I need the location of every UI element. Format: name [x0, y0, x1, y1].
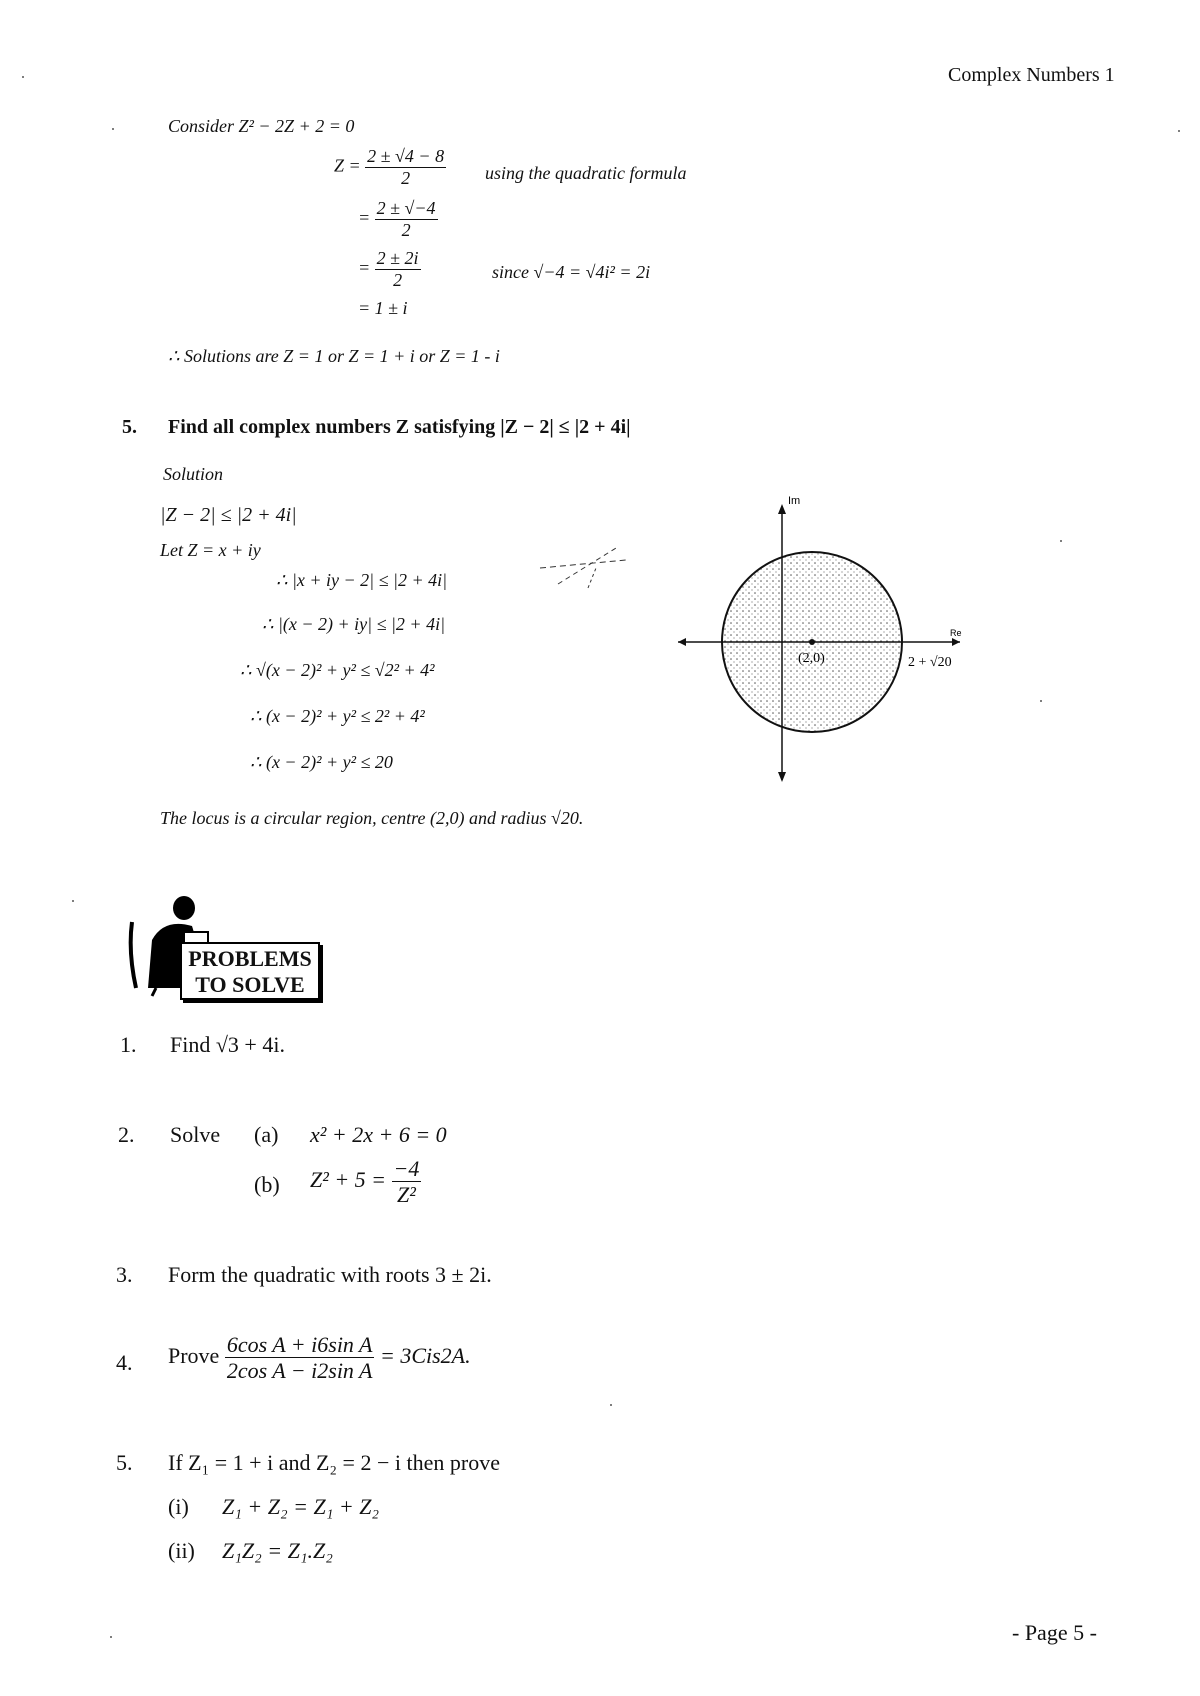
q5-line-0: |Z − 2| ≤ |2 + 4i|	[160, 504, 297, 526]
page-header-title: Complex Numbers 1	[948, 64, 1115, 86]
step1-note: using the quadratic formula	[485, 163, 687, 183]
problem-4-denominator: 2cos A − i2sin A	[226, 1358, 373, 1384]
step2: = $\frac{2 \pm √-4}{2}$	[358, 198, 436, 240]
scribble-mark	[538, 538, 628, 598]
problem-5ii-label: (ii)	[168, 1538, 195, 1563]
problem-1-number: 1.	[120, 1032, 137, 1057]
step3-fraction	[375, 248, 421, 290]
scan-speck	[1040, 700, 1042, 702]
real-axis-arrow-icon	[952, 638, 960, 646]
centre-label: (2,0)	[798, 651, 825, 666]
problem-2b-fraction	[392, 1156, 422, 1208]
q5-conclusion: The locus is a circular region, centre (2,0) and radius √20.	[160, 808, 584, 828]
problem-4-text: Prove	[168, 1342, 220, 1368]
imaginary-axis-arrow-icon	[778, 504, 786, 514]
problem-4-number: 4.	[116, 1350, 133, 1375]
q5-solution-label: Solution	[163, 464, 224, 484]
real-axis-left-arrow-icon	[678, 638, 686, 646]
scan-speck	[1060, 540, 1062, 542]
problem-2-number: 2.	[118, 1122, 135, 1147]
scan-speck	[72, 900, 74, 902]
step2-fraction	[375, 198, 438, 240]
problem-3-text: Form the quadratic with roots 3 ± 2i.	[168, 1262, 492, 1287]
problem-2b-lhs: Z² + 5 =	[310, 1166, 387, 1192]
problem-4-rhs: = 3Cis2A.	[379, 1342, 471, 1368]
step2-numerator: 2 ± √−4	[376, 198, 436, 218]
axis-re-label: Re	[950, 628, 962, 638]
problems-to-solve-badge	[180, 942, 320, 1000]
q5-line-2: ∴ |x + iy − 2| ≤ |2 + 4i|	[276, 570, 448, 590]
step3: = $\frac{2 \pm 2i}{2}$	[358, 248, 419, 290]
badge-line-2: TO SOLVE	[195, 972, 305, 997]
badge-line-1: PROBLEMS	[188, 946, 312, 971]
q5-number: 5.	[122, 416, 137, 438]
consider-equation: Consider Z² − 2Z + 2 = 0	[168, 116, 355, 136]
problem-2b-denominator: Z²	[397, 1182, 416, 1208]
problem-5ii-equation: Z₁Z₂ = Z₁.Z₂	[222, 1538, 333, 1563]
step1	[334, 146, 446, 188]
scan-speck	[112, 128, 114, 130]
step1-fraction	[365, 146, 446, 188]
imaginary-axis-down-arrow-icon	[778, 772, 786, 782]
problem-2b-numerator: −4	[393, 1156, 420, 1181]
step3-denominator: 2	[393, 269, 403, 290]
solutions-statement: ∴ Solutions are Z = 1 or Z = 1 + i or Z = 1 - i	[168, 346, 500, 366]
step1-numerator: 2 ± √4 − 8	[367, 146, 445, 166]
problem-4-fraction	[225, 1332, 375, 1384]
problem-4-numerator: 6cos A + i6sin A	[226, 1332, 373, 1357]
problem-2a-equation: x² + 2x + 6 = 0	[310, 1122, 447, 1147]
problem-3-number: 3.	[116, 1262, 133, 1287]
step3-numerator: 2 ± 2i	[376, 248, 419, 268]
problem-4-equation	[168, 1332, 471, 1384]
problem-1-text: Find √3 + 4i.	[170, 1032, 285, 1057]
argand-diagram	[670, 490, 970, 790]
scan-speck	[22, 76, 24, 78]
axis-im-label: Im	[788, 495, 801, 507]
step1-denominator: 2	[401, 167, 411, 188]
step1-lhs: Z =	[334, 155, 361, 176]
problem-2b-equation	[310, 1156, 421, 1208]
scan-speck	[110, 1636, 112, 1638]
problem-2a-label: (a)	[254, 1122, 279, 1147]
centre-point	[809, 639, 815, 645]
problem-5i-equation: Z₁ + Z₂ = Z₁ + Z₂	[222, 1494, 380, 1519]
problem-2b-label: (b)	[254, 1172, 280, 1197]
problem-5-number: 5.	[116, 1450, 133, 1475]
q5-line-6: ∴ (x − 2)² + y² ≤ 20	[250, 752, 393, 772]
problem-2-text: Solve	[170, 1122, 221, 1147]
step3-note: since √−4 = √4i² = 2i	[492, 262, 651, 282]
scan-speck	[1178, 130, 1180, 132]
q5-line-1: Let Z = x + iy	[160, 540, 261, 560]
radius-label: 2 + √20	[908, 655, 952, 670]
q5-line-3: ∴ |(x − 2) + iy| ≤ |2 + 4i|	[262, 614, 446, 634]
q5-line-5: ∴ (x − 2)² + y² ≤ 2² + 4²	[250, 706, 425, 726]
step2-denominator: 2	[401, 219, 411, 240]
scan-speck	[610, 1404, 612, 1406]
q5-line-4: ∴ √(x − 2)² + y² ≤ √2² + 4²	[240, 660, 435, 680]
step4: = 1 ± i	[358, 298, 408, 318]
q5-prompt: Find all complex numbers Z satisfying |Z − 2| ≤ |2 + 4i|	[168, 416, 631, 438]
problem-5i-label: (i)	[168, 1494, 189, 1519]
problem-5-text: If Z₁ = 1 + i and Z₂ = 2 − i then prove	[168, 1450, 500, 1475]
page-number: - Page 5 -	[1012, 1620, 1097, 1645]
